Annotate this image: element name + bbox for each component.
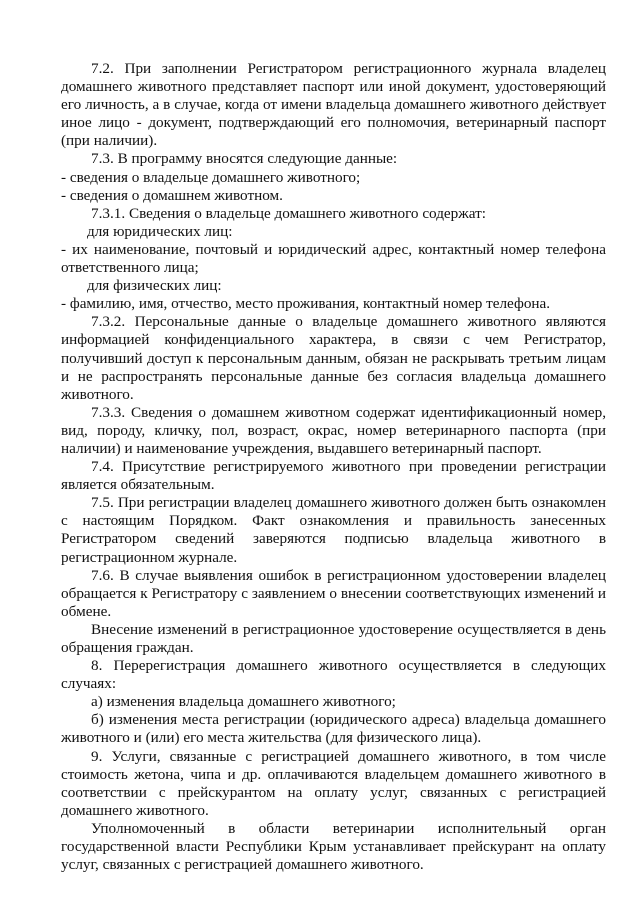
list-item-owner-data: - сведения о владельце домашнего животного; — [61, 168, 361, 186]
document-page — [61, 60, 606, 874]
paragraph-7-2: 7.2. При заполнении Регистратором регистрационного журнала владелец домашнего животного представляет паспорт или иной документ, удостоверяющий его личность, а в случае, когда от имени владельца домашнего животного действует иное лицо - документ, подтверждающий его полномочия, ветеринарный паспорт (при наличии). — [61, 60, 606, 150]
paragraph-7-5: 7.5. При регистрации владелец домашнего животного должен быть ознакомлен с настоящим Порядком. Факт ознакомления и правильность занесенных Регистратором сведений заверяются подписью владельца животного в регистрационном журнале. — [61, 494, 606, 566]
paragraph-7-3-3: 7.3.3. Сведения о домашнем животном содержат идентификационный номер, вид, породу, кличку, пол, возраст, окрас, номер ветеринарного паспорта (при наличии) и наименование учреждения, выдавшего ветеринарный паспорт. — [61, 403, 606, 457]
paragraph-7-3-1: 7.3.1. Сведения о владельце домашнего животного содержат: — [91, 204, 486, 222]
paragraph-8: 8. Перерегистрация домашнего животного осуществляется в следующих случаях: — [61, 657, 606, 693]
paragraph-changes: Внесение изменений в регистрационное удостоверение осуществляется в день обращения граждан. — [61, 620, 606, 656]
list-item-b: б) изменения места регистрации (юридического адреса) владельца домашнего животного и (или) его места жительства (для физического лица). — [61, 711, 606, 747]
paragraph-authority: Уполномоченный в области ветеринарии исполнительный орган государственной власти Республики Крым устанавливает прейскурант на оплату услуг, связанных с регистрацией домашнего животного. — [61, 819, 606, 874]
paragraph-7-4: 7.4. Присутствие регистрируемого животного при проведении регистрации является обязательным. — [61, 458, 606, 494]
list-item-animal-data: - сведения о домашнем животном. — [61, 186, 283, 204]
list-item-legal-entities: - их наименование, почтовый и юридический адрес, контактный номер телефона ответственного лица; — [61, 240, 606, 277]
paragraph-9: 9. Услуги, связанные с регистрацией домашнего животного, в том числе стоимость жетона, чипа и др. оплачиваются владельцем домашнего животного в соответствии с прейскурантом на оплату услуг, связанных с регистрацией домашнего животного. — [61, 747, 606, 819]
subheading-legal-entities: для юридических лиц: — [87, 222, 233, 240]
paragraph-7-3-2: 7.3.2. Персональные данные о владельце домашнего животного являются информацией конфиденциального характера, в связи с чем Регистратор, получивший доступ к персональным данным, обязан не раскрывать третьим лицам и не распространять персональные данные без согласия владельца домашнего животного. — [61, 313, 606, 403]
subheading-individuals: для физических лиц: — [87, 277, 222, 295]
paragraph-7-6: 7.6. В случае выявления ошибок в регистрационном удостоверении владелец обращается к Регистратору с заявлением о внесении соответствующих изменений и обмене. — [61, 566, 606, 620]
list-item-a: а) изменения владельца домашнего животного; — [91, 693, 396, 711]
paragraph-7-3: 7.3. В программу вносятся следующие данные: — [91, 150, 398, 168]
list-item-individuals: - фамилию, имя, отчество, место проживания, контактный номер телефона. — [61, 295, 551, 313]
